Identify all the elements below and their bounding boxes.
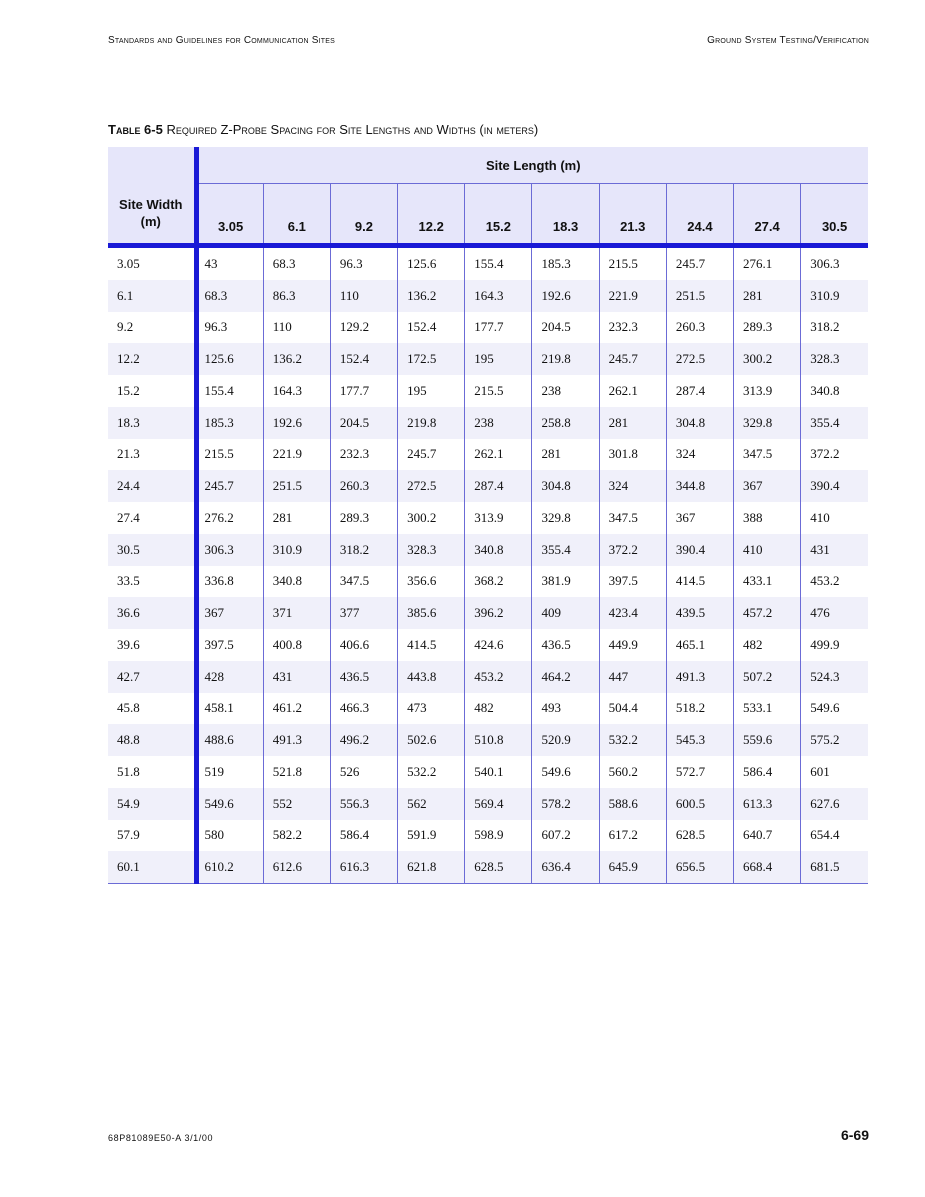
spacing-value-cell: 613.3 xyxy=(734,788,801,820)
spacing-value-cell: 423.4 xyxy=(599,597,666,629)
spacing-value-cell: 185.3 xyxy=(532,246,599,280)
spacing-value-cell: 433.1 xyxy=(734,566,801,598)
spacing-value-cell: 215.5 xyxy=(465,375,532,407)
spacing-value-cell: 318.2 xyxy=(330,534,397,566)
spacing-value-cell: 591.9 xyxy=(398,820,465,852)
spacing-value-cell: 195 xyxy=(398,375,465,407)
spacing-value-cell: 526 xyxy=(330,756,397,788)
spacing-value-cell: 377 xyxy=(330,597,397,629)
spacing-value-cell: 496.2 xyxy=(330,724,397,756)
spacing-value-cell: 177.7 xyxy=(330,375,397,407)
spacing-value-cell: 439.5 xyxy=(666,597,733,629)
spacing-value-cell: 617.2 xyxy=(599,820,666,852)
spacing-value-cell: 347.5 xyxy=(734,439,801,471)
spacing-value-cell: 238 xyxy=(532,375,599,407)
spacing-value-cell: 556.3 xyxy=(330,788,397,820)
spacing-value-cell: 428 xyxy=(196,661,263,693)
site-width-cell: 15.2 xyxy=(117,382,140,398)
spacing-value-cell: 519 xyxy=(196,756,263,788)
spacing-value-cell: 68.3 xyxy=(196,280,263,312)
spacing-value-cell: 306.3 xyxy=(196,534,263,566)
spacing-value-cell: 96.3 xyxy=(330,246,397,280)
spacing-value-cell: 300.2 xyxy=(734,343,801,375)
spacing-value-cell: 347.5 xyxy=(599,502,666,534)
spacing-value-cell: 436.5 xyxy=(330,661,397,693)
spacing-value-cell: 152.4 xyxy=(398,312,465,344)
spacing-value-cell: 578.2 xyxy=(532,788,599,820)
spacing-value-cell: 313.9 xyxy=(734,375,801,407)
spacing-value-cell: 414.5 xyxy=(666,566,733,598)
length-col-header: 24.4 xyxy=(666,184,733,246)
spacing-value-cell: 329.8 xyxy=(734,407,801,439)
spacing-value-cell: 238 xyxy=(465,407,532,439)
spacing-value-cell: 385.6 xyxy=(398,597,465,629)
spacing-value-cell: 347.5 xyxy=(330,566,397,598)
spacing-value-cell: 681.5 xyxy=(801,851,868,883)
spacing-value-cell: 400.8 xyxy=(263,629,330,661)
spacing-value-cell: 406.6 xyxy=(330,629,397,661)
spacing-value-cell: 560.2 xyxy=(599,756,666,788)
spacing-value-cell: 668.4 xyxy=(734,851,801,883)
length-col-header: 6.1 xyxy=(263,184,330,246)
spacing-value-cell: 289.3 xyxy=(734,312,801,344)
spacing-value-cell: 356.6 xyxy=(398,566,465,598)
table-number: Table 6-5 xyxy=(108,122,163,137)
site-width-cell: 48.8 xyxy=(108,724,196,756)
spacing-value-cell: 443.8 xyxy=(398,661,465,693)
spacing-value-cell: 219.8 xyxy=(532,343,599,375)
spacing-value-cell: 588.6 xyxy=(599,788,666,820)
spacing-value-cell: 457.2 xyxy=(734,597,801,629)
spacing-value-cell: 493 xyxy=(532,693,599,725)
length-col-header: 18.3 xyxy=(532,184,599,246)
spacing-value-cell: 310.9 xyxy=(801,280,868,312)
spacing-value-cell: 318.2 xyxy=(801,312,868,344)
length-col-header: 9.2 xyxy=(330,184,397,246)
spacing-value-cell: 436.5 xyxy=(532,629,599,661)
site-width-cell: 18.3 xyxy=(108,407,196,439)
spacing-value-cell: 215.5 xyxy=(196,439,263,471)
spacing-value-cell: 262.1 xyxy=(465,439,532,471)
spacing-value-cell: 628.5 xyxy=(666,820,733,852)
spacing-value-cell: 355.4 xyxy=(801,407,868,439)
length-col-header: 27.4 xyxy=(734,184,801,246)
spacing-value-cell: 390.4 xyxy=(801,470,868,502)
spacing-value-cell: 215.5 xyxy=(599,246,666,280)
table-row xyxy=(108,312,868,344)
spacing-value-cell: 502.6 xyxy=(398,724,465,756)
spacing-value-cell: 152.4 xyxy=(330,343,397,375)
spacing-value-cell: 488.6 xyxy=(196,724,263,756)
length-col-header: 15.2 xyxy=(465,184,532,246)
spacing-value-cell: 532.2 xyxy=(599,724,666,756)
spacing-value-cell: 232.3 xyxy=(330,439,397,471)
site-width-cell: 3.05 xyxy=(117,255,140,271)
site-width-header: Site Width (m) xyxy=(108,184,196,246)
spacing-value-cell: 521.8 xyxy=(263,756,330,788)
spacing-value-cell: 466.3 xyxy=(330,693,397,725)
spacing-value-cell: 616.3 xyxy=(330,851,397,883)
spacing-value-cell: 340.8 xyxy=(801,375,868,407)
site-width-cell: 6.1 xyxy=(108,280,196,312)
spacing-value-cell: 540.1 xyxy=(465,756,532,788)
site-length-header: Site Length (m) xyxy=(196,147,868,184)
spacing-value-cell: 447 xyxy=(599,661,666,693)
table-row xyxy=(108,788,868,820)
table-row xyxy=(108,407,868,439)
spacing-value-cell: 640.7 xyxy=(734,820,801,852)
spacing-value-cell: 559.6 xyxy=(734,724,801,756)
table-title: Required Z-Probe Spacing for Site Lengths and Widths (in meters) xyxy=(166,122,539,137)
spacing-value-cell: 328.3 xyxy=(801,343,868,375)
spacing-value-cell: 329.8 xyxy=(532,502,599,534)
table-row xyxy=(108,375,868,407)
spacing-value-cell: 281 xyxy=(599,407,666,439)
table-row xyxy=(108,534,868,566)
spacing-value-cell: 310.9 xyxy=(263,534,330,566)
spacing-value-cell: 507.2 xyxy=(734,661,801,693)
spacing-value-cell: 304.8 xyxy=(666,407,733,439)
spacing-value-cell: 272.5 xyxy=(666,343,733,375)
spacing-value-cell: 372.2 xyxy=(599,534,666,566)
spacing-value-cell: 192.6 xyxy=(532,280,599,312)
table-row xyxy=(108,629,868,661)
spacing-value-cell: 129.2 xyxy=(330,312,397,344)
spacing-value-cell: 449.9 xyxy=(599,629,666,661)
spacing-value-cell: 251.5 xyxy=(666,280,733,312)
running-header-right: Ground System Testing/Verification xyxy=(707,35,869,46)
spacing-value-cell: 344.8 xyxy=(666,470,733,502)
spacing-value-cell: 499.9 xyxy=(801,629,868,661)
length-col-header: 3.05 xyxy=(196,184,263,246)
spacing-value-cell: 388 xyxy=(734,502,801,534)
table-row xyxy=(108,470,868,502)
z-probe-spacing-table xyxy=(108,147,868,884)
spacing-value-cell: 533.1 xyxy=(734,693,801,725)
spacing-value-cell: 221.9 xyxy=(263,439,330,471)
spacing-value-cell: 371 xyxy=(263,597,330,629)
spacing-value-cell: 465.1 xyxy=(666,629,733,661)
spacing-value-cell: 340.8 xyxy=(263,566,330,598)
spacing-value-cell: 636.4 xyxy=(532,851,599,883)
spacing-value-cell: 43 xyxy=(196,246,263,280)
spacing-value-cell: 410 xyxy=(801,502,868,534)
site-width-cell: 21.3 xyxy=(117,446,140,462)
spacing-value-cell: 262.1 xyxy=(599,375,666,407)
site-width-cell: 39.6 xyxy=(117,636,140,652)
table-body xyxy=(108,246,868,884)
spacing-value-cell: 324 xyxy=(599,470,666,502)
spacing-value-cell: 340.8 xyxy=(465,534,532,566)
spacing-value-cell: 504.4 xyxy=(599,693,666,725)
table-row xyxy=(108,343,868,375)
spacing-value-cell: 304.8 xyxy=(532,470,599,502)
spacing-value-cell: 204.5 xyxy=(330,407,397,439)
spacing-value-cell: 524.3 xyxy=(801,661,868,693)
spacing-value-cell: 287.4 xyxy=(666,375,733,407)
spacing-value-cell: 204.5 xyxy=(532,312,599,344)
running-header-left: Standards and Guidelines for Communication Sites xyxy=(108,35,335,46)
spacing-value-cell: 453.2 xyxy=(801,566,868,598)
table-row xyxy=(108,661,868,693)
site-width-cell: 24.4 xyxy=(108,470,196,502)
spacing-value-cell: 245.7 xyxy=(398,439,465,471)
spacing-value-cell: 301.8 xyxy=(599,439,666,471)
spacing-value-cell: 656.5 xyxy=(666,851,733,883)
spacing-value-cell: 586.4 xyxy=(734,756,801,788)
spacing-value-cell: 172.5 xyxy=(398,343,465,375)
spacing-value-cell: 300.2 xyxy=(398,502,465,534)
spacing-value-cell: 164.3 xyxy=(465,280,532,312)
header-corner xyxy=(108,147,196,184)
spacing-value-cell: 569.4 xyxy=(465,788,532,820)
spacing-value-cell: 410 xyxy=(734,534,801,566)
spacing-value-cell: 372.2 xyxy=(801,439,868,471)
spacing-value-cell: 598.9 xyxy=(465,820,532,852)
site-width-cell: 57.9 xyxy=(117,827,140,843)
site-width-cell: 51.8 xyxy=(117,763,140,779)
spacing-value-cell: 155.4 xyxy=(465,246,532,280)
spacing-value-cell: 287.4 xyxy=(465,470,532,502)
spacing-value-cell: 281 xyxy=(734,280,801,312)
table-caption xyxy=(108,122,538,137)
spacing-value-cell: 136.2 xyxy=(398,280,465,312)
spacing-value-cell: 491.3 xyxy=(263,724,330,756)
table-row xyxy=(108,724,868,756)
spacing-value-cell: 654.4 xyxy=(801,820,868,852)
spacing-value-cell: 96.3 xyxy=(196,312,263,344)
spacing-value-cell: 368.2 xyxy=(465,566,532,598)
site-width-cell: 54.9 xyxy=(108,788,196,820)
spacing-value-cell: 281 xyxy=(263,502,330,534)
site-width-cell: 60.1 xyxy=(108,851,196,883)
spacing-value-cell: 313.9 xyxy=(465,502,532,534)
spacing-value-cell: 276.1 xyxy=(734,246,801,280)
spacing-value-cell: 572.7 xyxy=(666,756,733,788)
spacing-value-cell: 86.3 xyxy=(263,280,330,312)
spacing-value-cell: 582.2 xyxy=(263,820,330,852)
spacing-value-cell: 110 xyxy=(330,280,397,312)
spacing-value-cell: 245.7 xyxy=(196,470,263,502)
spacing-value-cell: 219.8 xyxy=(398,407,465,439)
spacing-value-cell: 580 xyxy=(196,820,263,852)
spacing-value-cell: 367 xyxy=(734,470,801,502)
spacing-value-cell: 453.2 xyxy=(465,661,532,693)
site-width-cell: 45.8 xyxy=(117,700,140,716)
spacing-value-cell: 125.6 xyxy=(398,246,465,280)
length-col-header: 21.3 xyxy=(599,184,666,246)
spacing-value-cell: 532.2 xyxy=(398,756,465,788)
spacing-value-cell: 549.6 xyxy=(801,693,868,725)
spacing-value-cell: 195 xyxy=(465,343,532,375)
spacing-value-cell: 185.3 xyxy=(196,407,263,439)
spacing-value-cell: 409 xyxy=(532,597,599,629)
site-width-cell: 33.5 xyxy=(117,573,140,589)
spacing-value-cell: 586.4 xyxy=(330,820,397,852)
site-width-cell: 27.4 xyxy=(117,509,140,525)
spacing-value-cell: 272.5 xyxy=(398,470,465,502)
spacing-value-cell: 397.5 xyxy=(196,629,263,661)
spacing-value-cell: 621.8 xyxy=(398,851,465,883)
spacing-value-cell: 461.2 xyxy=(263,693,330,725)
table-row xyxy=(108,246,868,280)
spacing-value-cell: 177.7 xyxy=(465,312,532,344)
spacing-value-cell: 110 xyxy=(263,312,330,344)
spacing-value-cell: 627.6 xyxy=(801,788,868,820)
spacing-value-cell: 601 xyxy=(801,756,868,788)
spacing-value-cell: 324 xyxy=(666,439,733,471)
site-width-cell: 9.2 xyxy=(117,319,134,335)
site-width-cell: 30.5 xyxy=(108,534,196,566)
spacing-value-cell: 397.5 xyxy=(599,566,666,598)
spacing-value-cell: 125.6 xyxy=(196,343,263,375)
spacing-value-cell: 575.2 xyxy=(801,724,868,756)
table-row xyxy=(108,851,868,883)
spacing-value-cell: 424.6 xyxy=(465,629,532,661)
spacing-value-cell: 367 xyxy=(666,502,733,534)
spacing-value-cell: 645.9 xyxy=(599,851,666,883)
spacing-value-cell: 336.8 xyxy=(196,566,263,598)
length-col-header: 12.2 xyxy=(398,184,465,246)
spacing-value-cell: 164.3 xyxy=(263,375,330,407)
spacing-value-cell: 491.3 xyxy=(666,661,733,693)
table-row xyxy=(108,597,868,629)
site-width-cell: 42.7 xyxy=(108,661,196,693)
spacing-value-cell: 289.3 xyxy=(330,502,397,534)
site-width-cell: 36.6 xyxy=(108,597,196,629)
table-row xyxy=(108,566,868,598)
spacing-value-cell: 549.6 xyxy=(196,788,263,820)
table-row xyxy=(108,280,868,312)
spacing-value-cell: 306.3 xyxy=(801,246,868,280)
spacing-value-cell: 518.2 xyxy=(666,693,733,725)
spacing-value-cell: 607.2 xyxy=(532,820,599,852)
spacing-value-cell: 464.2 xyxy=(532,661,599,693)
page-number: 6-69 xyxy=(840,1127,869,1143)
spacing-value-cell: 431 xyxy=(263,661,330,693)
site-width-cell: 12.2 xyxy=(108,343,196,375)
length-col-header: 30.5 xyxy=(801,184,868,246)
spacing-value-cell: 276.2 xyxy=(196,502,263,534)
spacing-value-cell: 396.2 xyxy=(465,597,532,629)
spacing-value-cell: 381.9 xyxy=(532,566,599,598)
spacing-value-cell: 431 xyxy=(801,534,868,566)
spacing-value-cell: 281 xyxy=(532,439,599,471)
spacing-value-cell: 549.6 xyxy=(532,756,599,788)
spacing-value-cell: 520.9 xyxy=(532,724,599,756)
table-row xyxy=(108,756,868,788)
spacing-value-cell: 610.2 xyxy=(196,851,263,883)
spacing-value-cell: 473 xyxy=(398,693,465,725)
spacing-value-cell: 192.6 xyxy=(263,407,330,439)
spacing-value-cell: 562 xyxy=(398,788,465,820)
table-row xyxy=(108,820,868,852)
table-row xyxy=(108,502,868,534)
table-row xyxy=(108,439,868,471)
spacing-value-cell: 367 xyxy=(196,597,263,629)
spacing-value-cell: 251.5 xyxy=(263,470,330,502)
spacing-value-cell: 136.2 xyxy=(263,343,330,375)
spacing-value-cell: 68.3 xyxy=(263,246,330,280)
spacing-value-cell: 414.5 xyxy=(398,629,465,661)
spacing-value-cell: 482 xyxy=(465,693,532,725)
spacing-value-cell: 476 xyxy=(801,597,868,629)
spacing-value-cell: 260.3 xyxy=(666,312,733,344)
spacing-value-cell: 355.4 xyxy=(532,534,599,566)
document-id: 68P81089E50-A 3/1/00 xyxy=(108,1133,214,1143)
spacing-value-cell: 612.6 xyxy=(263,851,330,883)
spacing-value-cell: 510.8 xyxy=(465,724,532,756)
spacing-value-cell: 390.4 xyxy=(666,534,733,566)
spacing-value-cell: 482 xyxy=(734,629,801,661)
spacing-value-cell: 245.7 xyxy=(599,343,666,375)
spacing-value-cell: 628.5 xyxy=(465,851,532,883)
spacing-value-cell: 155.4 xyxy=(196,375,263,407)
spacing-value-cell: 545.3 xyxy=(666,724,733,756)
spacing-value-cell: 552 xyxy=(263,788,330,820)
spacing-value-cell: 600.5 xyxy=(666,788,733,820)
spacing-value-cell: 458.1 xyxy=(196,693,263,725)
table-row xyxy=(108,693,868,725)
spacing-value-cell: 260.3 xyxy=(330,470,397,502)
spacing-value-cell: 258.8 xyxy=(532,407,599,439)
spacing-value-cell: 328.3 xyxy=(398,534,465,566)
spacing-value-cell: 245.7 xyxy=(666,246,733,280)
spacing-value-cell: 232.3 xyxy=(599,312,666,344)
spacing-value-cell: 221.9 xyxy=(599,280,666,312)
